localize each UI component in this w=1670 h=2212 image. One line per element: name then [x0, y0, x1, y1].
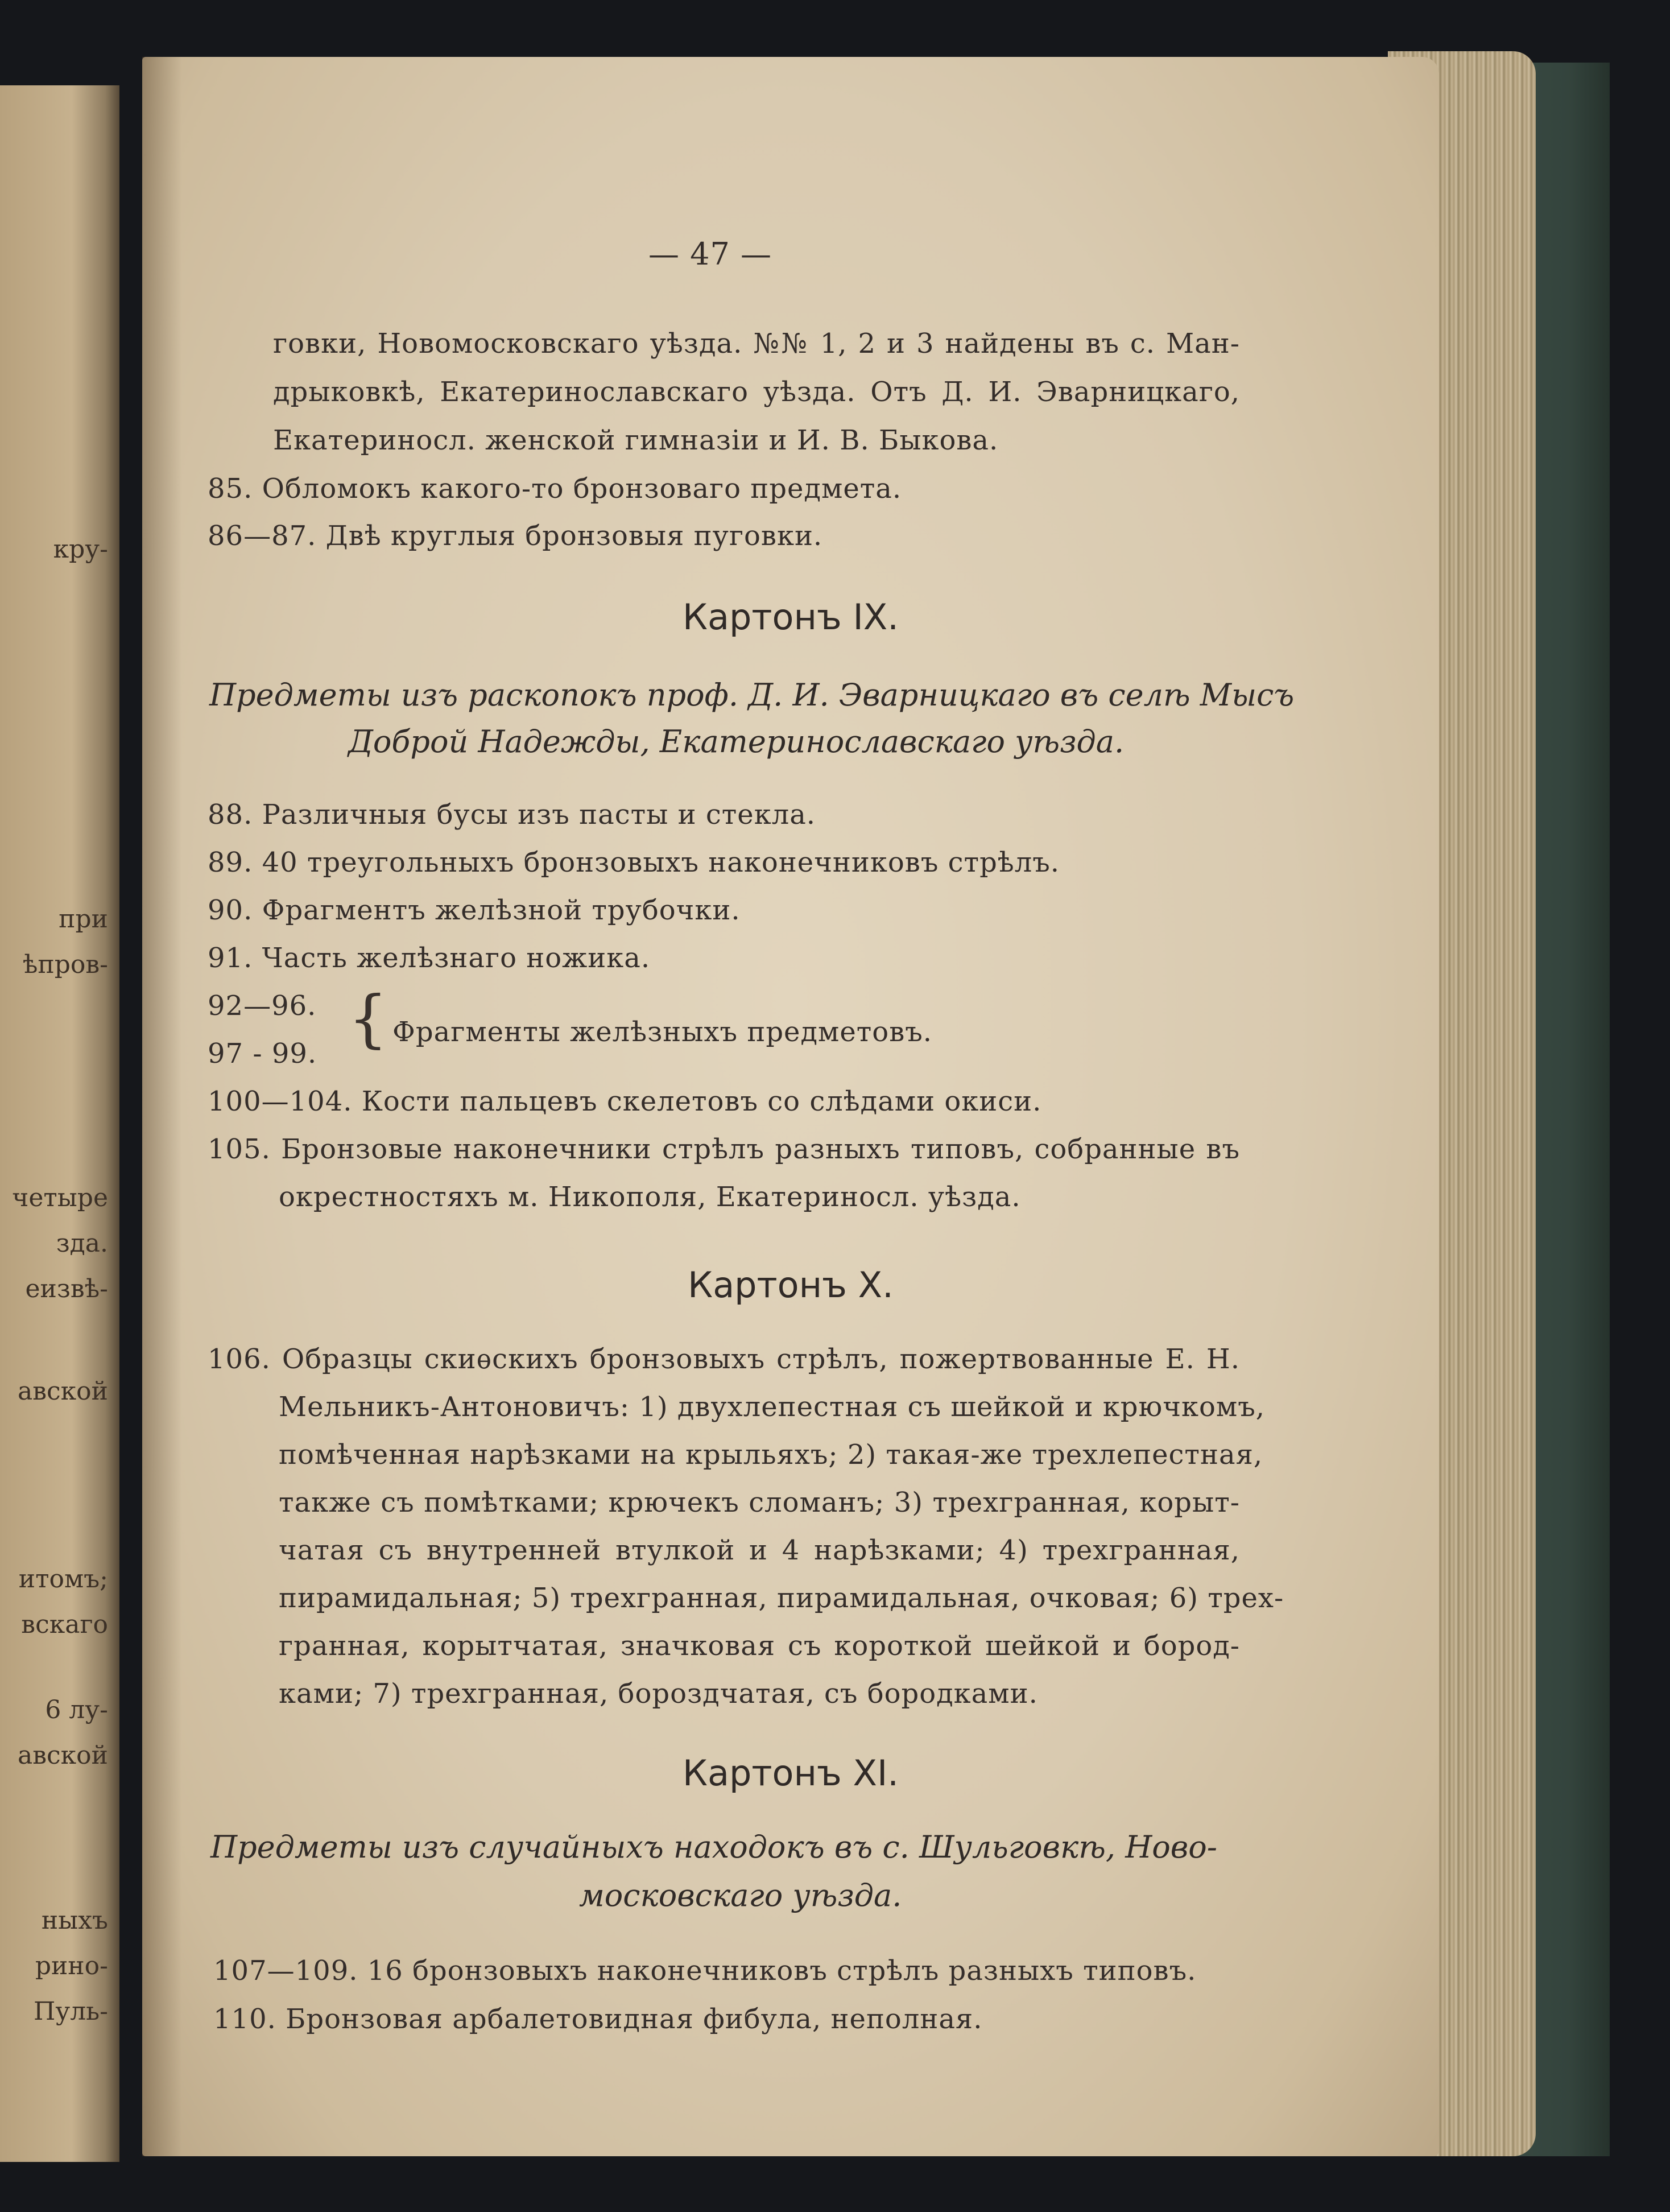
left-page-fragment: четыре: [12, 1183, 108, 1212]
list-item: 106. Образцы скиѳскихъ бронзовыхъ стрѣлъ, пожертвованные Е. Н.: [208, 1343, 1240, 1375]
section-heading: Картонъ XI.: [683, 1752, 899, 1794]
text-line: пирамидальная; 5) трехгранная, пирамидальная, очковая; 6) трех-: [279, 1582, 1284, 1614]
text-line: также съ помѣтками; крючекъ сломанъ; 3) трехгранная, корыт-: [279, 1487, 1240, 1518]
gutter-shadow: [142, 57, 182, 2156]
list-item: 90. Фрагментъ желѣзной трубочки.: [208, 894, 741, 926]
left-page-fragment: ѣпров-: [22, 950, 108, 979]
left-page-fragment: Пуль-: [33, 1997, 108, 2026]
left-page-fragment: зда.: [56, 1229, 108, 1258]
list-item: 100—104. Кости пальцевъ скелетовъ со слѣдами окиси.: [208, 1086, 1042, 1117]
text-line: ками; 7) трехгранная, бороздчатая, съ бородками.: [279, 1678, 1038, 1710]
left-page-fragment: рино-: [35, 1951, 108, 1980]
text-line: Мельникъ-Антоновичъ: 1) двухлепестная съ шейкой и крючкомъ,: [279, 1391, 1266, 1423]
text-line: помѣченная нарѣзками на крыльяхъ; 2) такая-же трехлепестная,: [279, 1439, 1263, 1471]
text-line: чатая съ внутренней втулкой и 4 нарѣзками; 4) трехгранная,: [279, 1534, 1240, 1566]
list-item: 88. Различныя бусы изъ пасты и стекла.: [208, 799, 816, 831]
bracket-range: 92—96.: [208, 990, 317, 1022]
left-page-fragment: вскаго: [21, 1610, 108, 1639]
text-line: Екатериносл. женской гимназіи и И. В. Быкова.: [273, 424, 999, 456]
text-line: говки, Новомосковскаго уѣзда. №№ 1, 2 и 3 найдены въ с. Ман-: [273, 328, 1240, 360]
list-item: 105. Бронзовые наконечники стрѣлъ разныхъ типовъ, собранные въ: [208, 1133, 1240, 1165]
left-page-fragment: итомъ;: [18, 1565, 108, 1594]
left-page-fragment: 6 лу-: [45, 1695, 108, 1724]
section-subtitle: Предметы изъ раскопокъ проф. Д. И. Эварницкаго въ селѣ Мысъ: [209, 677, 1295, 713]
section-subtitle: московскаго уѣзда.: [579, 1877, 902, 1913]
section-heading: Картонъ X.: [688, 1264, 894, 1306]
left-page-fragment: авской: [18, 1377, 108, 1406]
text-line: дрыковкѣ, Екатеринославскаго уѣзда. Отъ Д. И. Эварницкаго,: [273, 376, 1240, 408]
list-item: 91. Часть желѣзнаго ножика.: [208, 942, 651, 974]
list-item: 86—87. Двѣ круглыя бронзовыя пуговки.: [208, 520, 823, 552]
left-page-fragment: кру-: [53, 535, 108, 564]
section-heading: Картонъ IX.: [683, 596, 899, 638]
text-line: окрестностяхъ м. Никополя, Екатериносл. уѣзда.: [279, 1181, 1021, 1213]
section-subtitle: Доброй Надежды, Екатеринославскаго уѣзда.: [348, 724, 1125, 760]
list-item: 110. Бронзовая арбалетовидная фибула, неполная.: [213, 2003, 983, 2035]
left-page-fragment: ныхъ: [41, 1906, 108, 1935]
text-line: гранная, корытчатая, значковая съ короткой шейкой и бород-: [279, 1630, 1240, 1662]
curly-brace-icon: {: [348, 982, 388, 1055]
left-page-fragment: еизвѣ-: [25, 1274, 108, 1303]
page-number: — 47 —: [648, 236, 772, 272]
bracket-range: 97 - 99.: [208, 1038, 317, 1070]
left-page-fragment: при: [59, 905, 108, 934]
list-item: 89. 40 треугольныхъ бронзовыхъ наконечниковъ стрѣлъ.: [208, 847, 1060, 878]
section-subtitle: Предметы изъ случайныхъ находокъ въ с. Шульговкѣ, Ново-: [210, 1829, 1217, 1865]
list-item: 107—109. 16 бронзовыхъ наконечниковъ стрѣлъ разныхъ типовъ.: [213, 1955, 1197, 1987]
list-item: 85. Обломокъ какого-то бронзоваго предмета.: [208, 473, 902, 505]
bracket-text: Фрагменты желѣзныхъ предметовъ.: [392, 1016, 933, 1048]
left-page-fragment: авской: [18, 1741, 108, 1770]
left-page-edge: [0, 85, 119, 2162]
